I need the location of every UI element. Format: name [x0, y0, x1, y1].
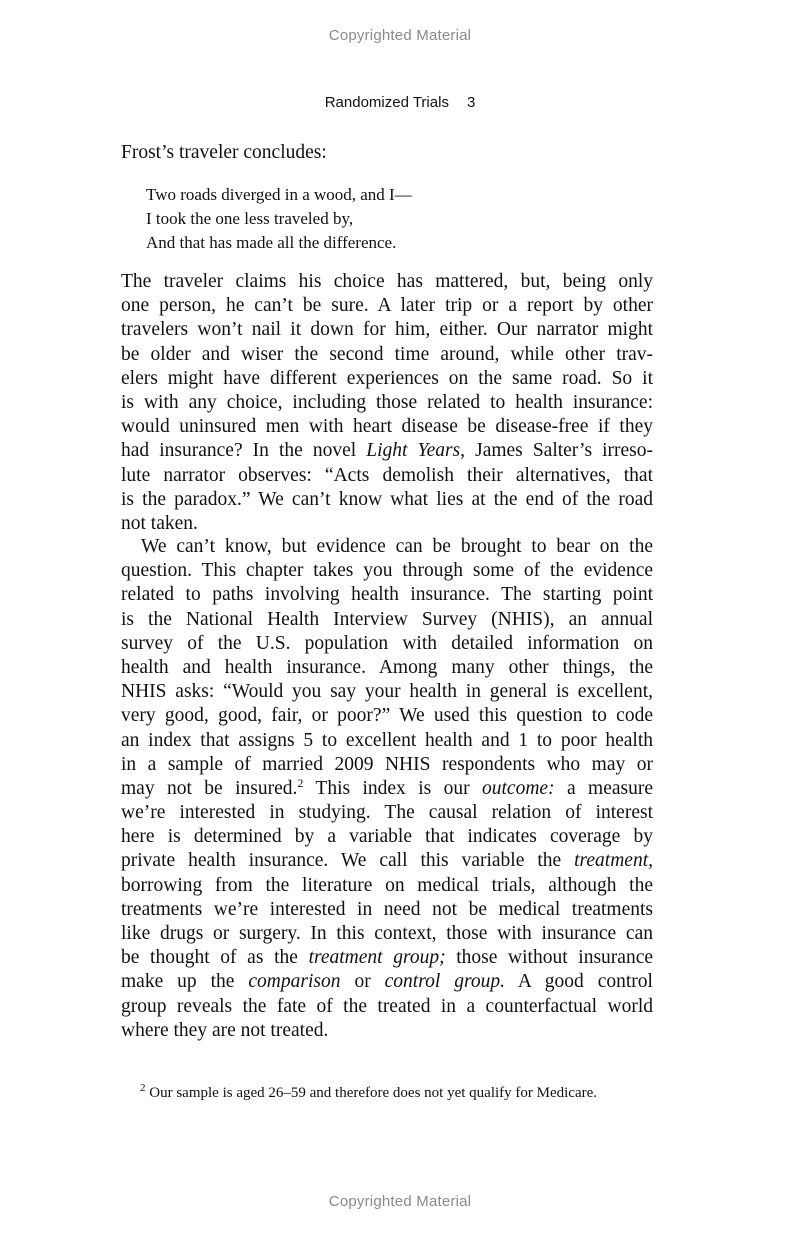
text-line: health and health insurance. Among many other things, the: [121, 656, 653, 678]
intro-line: Frost’s traveler concludes:: [121, 142, 327, 163]
paragraph-2: [121, 535, 653, 1043]
text-line: group reveals the fate of the treated in a counterfactual world: [121, 995, 653, 1017]
text-line: where they are not treated.: [121, 1019, 329, 1041]
text-line: treatments we’re interested in need not be medical treatments: [121, 898, 653, 920]
text-line: survey of the U.S. population with detailed information on: [121, 632, 653, 654]
text-line: We can’t know, but evidence can be brought to bear on the: [141, 536, 653, 557]
text-line: lute narrator observes: “Acts demolish their alternatives, that: [121, 464, 653, 486]
poem-line: Two roads diverged in a wood, and I—: [146, 185, 412, 204]
text-line: related to paths involving health insurance. The starting point: [121, 584, 653, 606]
text-line: in a sample of married 2009 NHIS respondents who may or: [121, 753, 653, 775]
text-line: borrowing from the literature on medical trials, although the: [121, 874, 653, 896]
text-line: The traveler claims his choice has mattered, but, being only: [121, 271, 653, 292]
emphasis: treatment group;: [308, 947, 446, 969]
text-line: is with any choice, including those related to health insurance:: [121, 391, 653, 413]
text-line: travelers won’t nail it down for him, either. Our narrator might: [121, 319, 653, 341]
text-span: or: [340, 971, 385, 993]
text-span: had insurance? In the novel: [121, 440, 367, 462]
footnote-number: 2: [140, 1082, 146, 1094]
text-span: may not be insured.: [121, 777, 298, 799]
text-line: like drugs or surgery. In this context, those with insurance can: [121, 923, 653, 944]
text-line: one person, he can’t be sure. A later trip or a report by other: [121, 295, 653, 317]
copyright-watermark-top: Copyrighted Material: [328, 27, 472, 44]
paragraph-1: [121, 270, 653, 536]
text-line: NHIS asks: “Would you say your health in general is excellent,: [121, 681, 653, 703]
text-line: [121, 439, 653, 463]
text-line: an index that assigns 5 to excellent health and 1 to poor health: [121, 729, 653, 751]
text-line: is the paradox.” We can’t know what lies at the end of the road: [121, 488, 653, 510]
poem-quote: [146, 183, 646, 255]
text-span: those without insurance: [445, 947, 654, 969]
book-title: Light Years,: [366, 440, 466, 462]
page-number: 3: [466, 94, 476, 111]
text-span: be thought of as the: [121, 947, 309, 969]
text-span: a measure: [554, 777, 653, 799]
poem-line: I took the one less traveled by,: [146, 209, 354, 228]
text-span: make up the: [121, 971, 249, 993]
text-line: would uninsured men with heart disease be disease-free if they: [121, 416, 653, 438]
text-line: [121, 849, 653, 873]
footnote: [140, 1082, 660, 1102]
text-span: James Salter’s irreso-: [465, 440, 653, 462]
emphasis: outcome:: [482, 777, 555, 799]
poem-line: And that has made all the difference.: [146, 233, 397, 252]
text-span: A good control: [504, 971, 653, 993]
text-line: very good, good, fair, or poor?” We used this question to code: [121, 705, 653, 727]
running-head-title: Randomized Trials: [324, 94, 449, 111]
text-line: is the National Health Interview Survey (NHIS), an annual: [121, 608, 653, 630]
text-line: here is determined by a variable that indicates coverage by: [121, 826, 653, 848]
text-line: be older and wiser the second time around, while other trav-: [121, 343, 653, 365]
text-line: not taken.: [121, 512, 198, 534]
footnote-text: Our sample is aged 26–59 and therefore does not yet qualify for Medicare.: [145, 1085, 598, 1101]
text-line: [121, 946, 653, 970]
footnote-marker: 2: [297, 775, 304, 790]
emphasis: treatment,: [574, 850, 653, 872]
emphasis: comparison: [248, 971, 341, 993]
text-span: private health insurance. We call this variable the: [121, 850, 575, 872]
emphasis: control group.: [384, 971, 505, 993]
text-span: This index is our: [303, 777, 483, 799]
text-line: [121, 970, 653, 994]
copyright-watermark-bottom: Copyrighted Material: [328, 1193, 472, 1210]
running-head: [0, 94, 800, 111]
text-line: [121, 777, 653, 801]
text-line: elers might have different experiences on the same road. So it: [121, 367, 653, 389]
text-line: we’re interested in studying. The causal relation of interest: [121, 802, 653, 824]
text-line: question. This chapter takes you through some of the evidence: [121, 560, 653, 582]
